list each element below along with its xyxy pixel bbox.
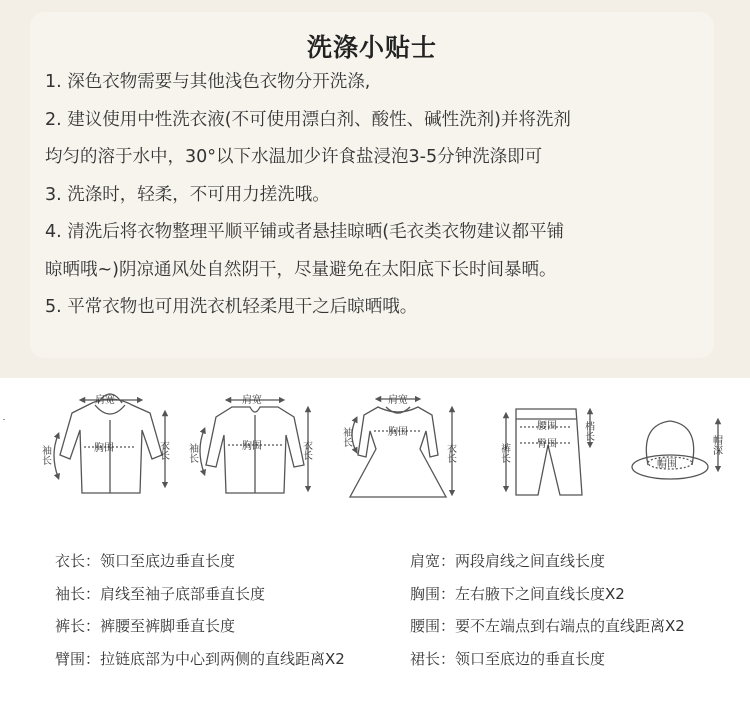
jacket-length-label: 衣长 [300, 440, 312, 460]
hoodie-chest-label: 胸围 [94, 443, 114, 454]
tips-body [45, 64, 710, 327]
tip-line: 2. 建议使用中性洗衣液(不可使用漂白剂、酸性、碱性洗剂)并将洗剂 [45, 109, 571, 130]
tip-line: 均匀的溶于水中，30°以下水温加少许食盐浸泡3-5分钟洗涤即可 [45, 147, 543, 167]
pants-waist-label: 腰围 [537, 421, 557, 432]
hoodie-length-label: 衣长 [157, 440, 169, 460]
measurement-diagrams [0, 385, 750, 510]
definition-item: 肩宽：两段肩线之间直线长度 [410, 552, 606, 570]
tip-line: 晾晒哦~)阴凉通风处自然阴干，尽量避免在太阳底下长时间暴晒。 [45, 259, 557, 280]
tip-line: 5. 平常衣物也可用洗衣机轻柔甩干之后晾晒哦。 [45, 297, 418, 317]
tip-line: 3. 洗涤时，轻柔，不可用力搓洗哦。 [45, 184, 330, 205]
definition-item: 臂围：拉链底部为中心到两侧的直线距离X2 [55, 650, 345, 668]
dress-chest-label: 胸围 [388, 427, 408, 438]
definition-item: 袖长：肩线至袖子底部垂直长度 [55, 585, 266, 603]
definition-item: 裙长：领口至底边的垂直长度 [410, 650, 606, 668]
hoodie-sleeve-label: 袖长 [39, 445, 51, 465]
definition-item: 腰围：要不左端点到右端点的直线距离X2 [410, 617, 685, 635]
dress-sleeve-label: 袖长 [340, 427, 352, 447]
jacket-sleeve-label: 袖长 [186, 443, 198, 463]
hat-circumference-label: 帽围 [657, 459, 677, 470]
hoodie-shoulder-label: 肩宽 [95, 395, 115, 406]
definition-item: 胸围：左右腋下之间直线长度X2 [410, 585, 625, 603]
definition-item: 衣长：领口至底边垂直长度 [55, 552, 236, 570]
dress-diagram [341, 393, 457, 497]
jacket-diagram [187, 393, 313, 493]
tip-line: 4. 清洗后将衣物整理平顺平铺或者悬挂晾晒(毛衣类衣物建议都平铺 [45, 222, 565, 242]
hat-depth-label: 帽深 [710, 435, 722, 455]
pants-length-label: 裤长 [498, 443, 510, 463]
definition-item: 裤长：裤腰至裤脚垂直长度 [55, 617, 236, 635]
measurement-definitions [0, 540, 750, 690]
hat-diagram [632, 421, 723, 479]
tips-title: 洗涤小贴士 [306, 33, 437, 62]
jacket-chest-label: 胸围 [242, 441, 262, 452]
tip-line: 1. 深色衣物需要与其他浅色衣物分开洗涤, [45, 72, 371, 92]
pants-hip-label: 臀围 [537, 439, 557, 450]
dress-length-label: 衣长 [444, 443, 456, 463]
washing-tips-card [30, 12, 714, 358]
pants-rise-label: 档长 [582, 421, 594, 441]
hoodie-diagram [40, 393, 170, 493]
dress-shoulder-label: 肩宽 [388, 395, 408, 406]
pants-diagram [499, 409, 595, 495]
jacket-shoulder-label: 肩宽 [242, 395, 262, 406]
